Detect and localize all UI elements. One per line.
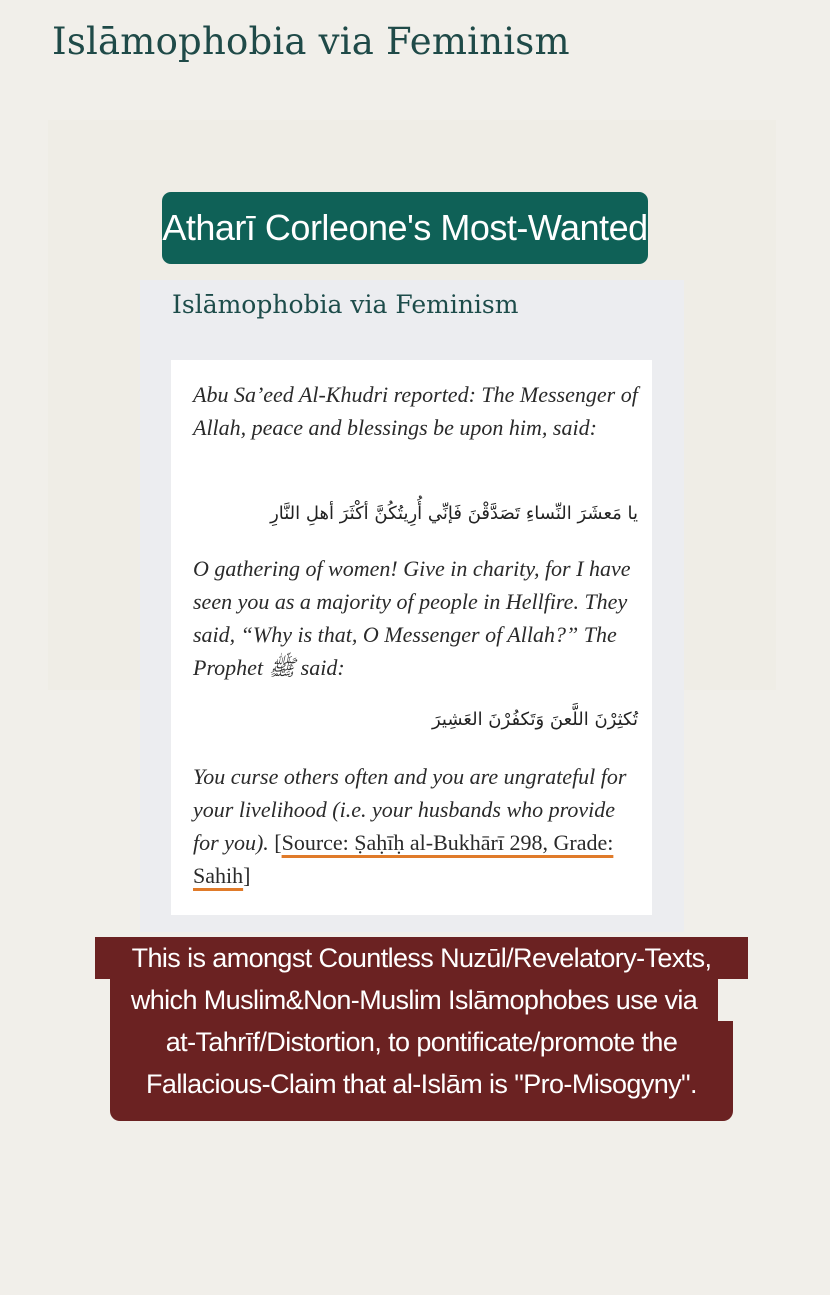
arabic-text-2: تُكثِرْنَ اللَّعنَ وَتَكفُرْنَ العَشِيرَ xyxy=(431,709,638,730)
hadith-translation-2 xyxy=(193,760,638,892)
author-banner xyxy=(162,192,648,264)
hadith-translation-1: O gathering of women! Give in charity, for I have seen you as a majority of people in Hellfire. They said, “Why is that, O Messenger of Allah?” The Prophet ﷺ said: xyxy=(193,556,631,680)
caption-line-1: This is amongst Countless Nuzūl/Revelatory-Texts, xyxy=(95,937,748,979)
source-close-bracket: ] xyxy=(243,863,251,888)
source-link[interactable]: Source: Ṣaḥīḥ al-Bukhārī 298, Grade: Sahih xyxy=(193,830,614,888)
page-title: Islāmophobia via Feminism xyxy=(52,20,570,63)
caption-line-2: which Muslim&Non-Muslim Islāmophobes use via xyxy=(110,979,718,1021)
arabic-text-1: يا مَعشَرَ النِّساءِ تَصَدَّقْنَ فَإنِّي أُرِيتُكُنَّ أكْثَرَ أهلِ النَّارِ xyxy=(270,503,638,524)
banner-label: Atharī Corleone's Most-Wanted xyxy=(162,207,648,248)
hadith-intro: Abu Sa’eed Al-Khudri reported: The Messenger of Allah, peace and blessings be upon him, said: xyxy=(193,382,638,440)
source-open-bracket: [ xyxy=(274,830,282,855)
caption-line-3: at-Tahrīf/Distortion, to pontificate/promote the xyxy=(110,1021,733,1063)
translation-2-text: You curse others often and you are ungrateful for your livelihood (i.e. your husbands who provide for you). xyxy=(193,764,627,855)
caption-line-4: Fallacious-Claim that al-Islām is "Pro-Misogyny". xyxy=(110,1063,733,1121)
card-title: Islāmophobia via Feminism xyxy=(172,290,519,319)
